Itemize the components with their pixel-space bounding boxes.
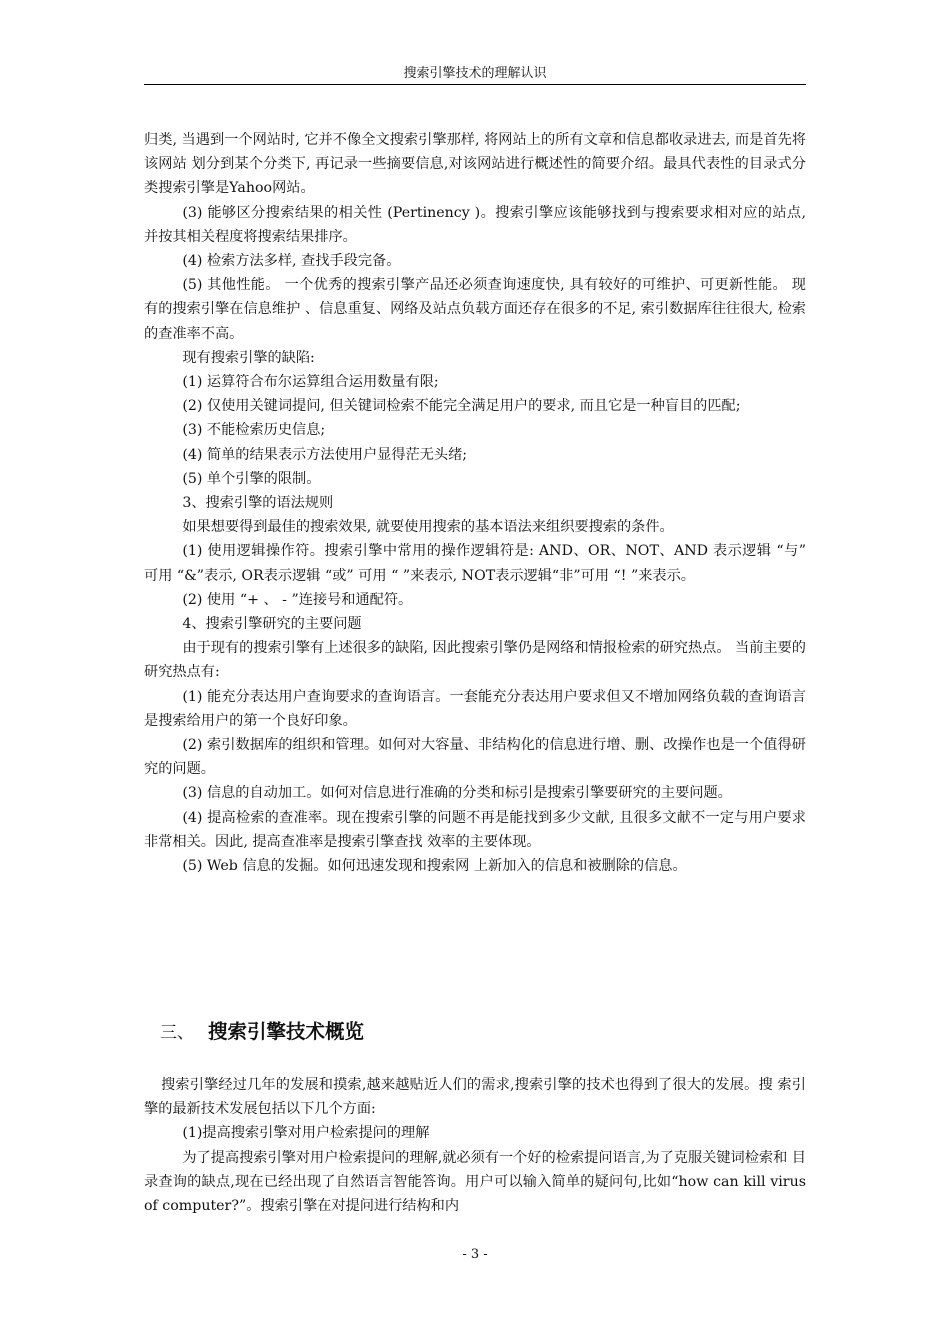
section-heading bbox=[160, 1018, 364, 1047]
paragraph: (1) 运算符合布尔运算组合运用数量有限; bbox=[182, 374, 439, 391]
paragraph: (3) 信息的自动加工。如何对信息进行准确的分类和标引是搜索引擎要研究的主要问题。 bbox=[182, 785, 732, 802]
paragraph: 如果想要得到最佳的搜索效果, 就要使用搜索的基本语法来组织要搜索的条件。 bbox=[182, 519, 674, 536]
header-rule bbox=[144, 84, 806, 85]
paragraph: (3) 不能检索历史信息; bbox=[182, 422, 326, 439]
section-number: 三、 bbox=[160, 1023, 194, 1043]
page-number: - 3 - bbox=[462, 1247, 488, 1262]
paragraph: 搜索引擎经过几年的发展和摸索,越来越贴近人们的需求,搜索引擎的技术也得到了很大的发展。搜 索引擎的最新技术发展包括以下几个方面: bbox=[144, 1077, 806, 1118]
paragraph: (4) 简单的结果表示方法使用户显得茫无头绪; bbox=[182, 446, 468, 463]
paragraph: (1) 能充分表达用户查询要求的查询语言。一套能充分表达用户要求但又不增加网络负载的查询语言是搜索给用户的第一个良好印象。 bbox=[144, 688, 806, 729]
paragraph: (3) 能够区分搜索结果的相关性 (Pertinency )。搜索引擎应该能够找到与搜索要求相对应的站点, 并按其相关程度将搜索结果排序。 bbox=[144, 204, 806, 245]
body-text-section-2 bbox=[144, 1073, 806, 1218]
paragraph: (2) 仅使用关键词提问, 但关键词检索不能完全满足用户的要求, 而且它是一种盲目的匹配; bbox=[182, 398, 741, 415]
paragraph: (5) 单个引擎的限制。 bbox=[182, 470, 321, 487]
page-header bbox=[144, 66, 806, 82]
paragraph: (2) 索引数据库的组织和管理。如何对大容量、非结构化的信息进行增、删、改操作也是一个值得研究的问题。 bbox=[144, 737, 806, 778]
body-text-section-1 bbox=[144, 128, 806, 878]
paragraph: (4) 提高检索的查准率。现在搜索引擎的问题不再是能找到多少文献, 且很多文献不一定与用户要求非常相关。因此, 提高查准率是搜索引擎查找 效率的主要体现。 bbox=[144, 809, 806, 850]
section-title: 搜索引擎技术概览 bbox=[208, 1020, 365, 1043]
paragraph: (1) 使用逻辑操作符。搜索引擎中常用的操作逻辑符是: AND、OR、NOT、AND 表示逻辑 “与” 可用 “&”表示, OR表示逻辑 “或” 可用 “ ”来表示, NOT表示逻辑“非”可用 “! ”来表示。 bbox=[144, 543, 806, 584]
paragraph: 归类, 当遇到一个网站时, 它并不像全文搜索引擎那样, 将网站上的所有文章和信息都收录进去, 而是首先将该网站 划分到某个分类下, 再记录一些摘要信息,对该网站进行概述性的简要介绍。最具代表性的目录式分类搜索引擎是Yahoo网站。 bbox=[144, 132, 806, 197]
paragraph: (5) Web 信息的发掘。如何迅速发现和搜索网 上新加入的信息和被删除的信息。 bbox=[182, 858, 687, 875]
subheading: 3、搜索引擎的语法规则 bbox=[182, 495, 334, 512]
subheading: 4、搜索引擎研究的主要问题 bbox=[182, 616, 362, 633]
paragraph: (2) 使用 “+ 、 - ”连接号和通配符。 bbox=[182, 591, 413, 608]
paragraph: (4) 检索方法多样, 查找手段完备。 bbox=[182, 253, 401, 270]
paragraph: (5) 其他性能。 一个优秀的搜索引擎产品还必须查询速度快, 具有较好的可维护、可更新性能。 现有的搜索引擎在信息维护 、信息重复、网络及站点负载方面还存在很多的不足, 索引数据库往往很大, 检索的查准率不高。 bbox=[144, 277, 806, 342]
header-title: 搜索引擎技术的理解认识 bbox=[403, 66, 547, 81]
paragraph: 为了提高搜索引擎对用户检索提问的理解,就必须有一个好的检索提问语言,为了克服关键词检索和 目录查询的缺点,现在已经出现了自然语言智能答询。用户可以输入简单的疑问句,比如“how can kill virus of computer?”。搜索引擎在对提问进行结构和内 bbox=[144, 1149, 806, 1215]
paragraph: 现有搜索引擎的缺陷: bbox=[182, 349, 315, 366]
subheading: (1)提高搜索引擎对用户检索提问的理解 bbox=[182, 1125, 430, 1142]
paragraph: 由于现有的搜索引擎有上述很多的缺陷, 因此搜索引擎仍是网络和情报检索的研究热点。 当前主要的研究热点有: bbox=[144, 640, 806, 681]
page-footer bbox=[0, 1247, 950, 1263]
